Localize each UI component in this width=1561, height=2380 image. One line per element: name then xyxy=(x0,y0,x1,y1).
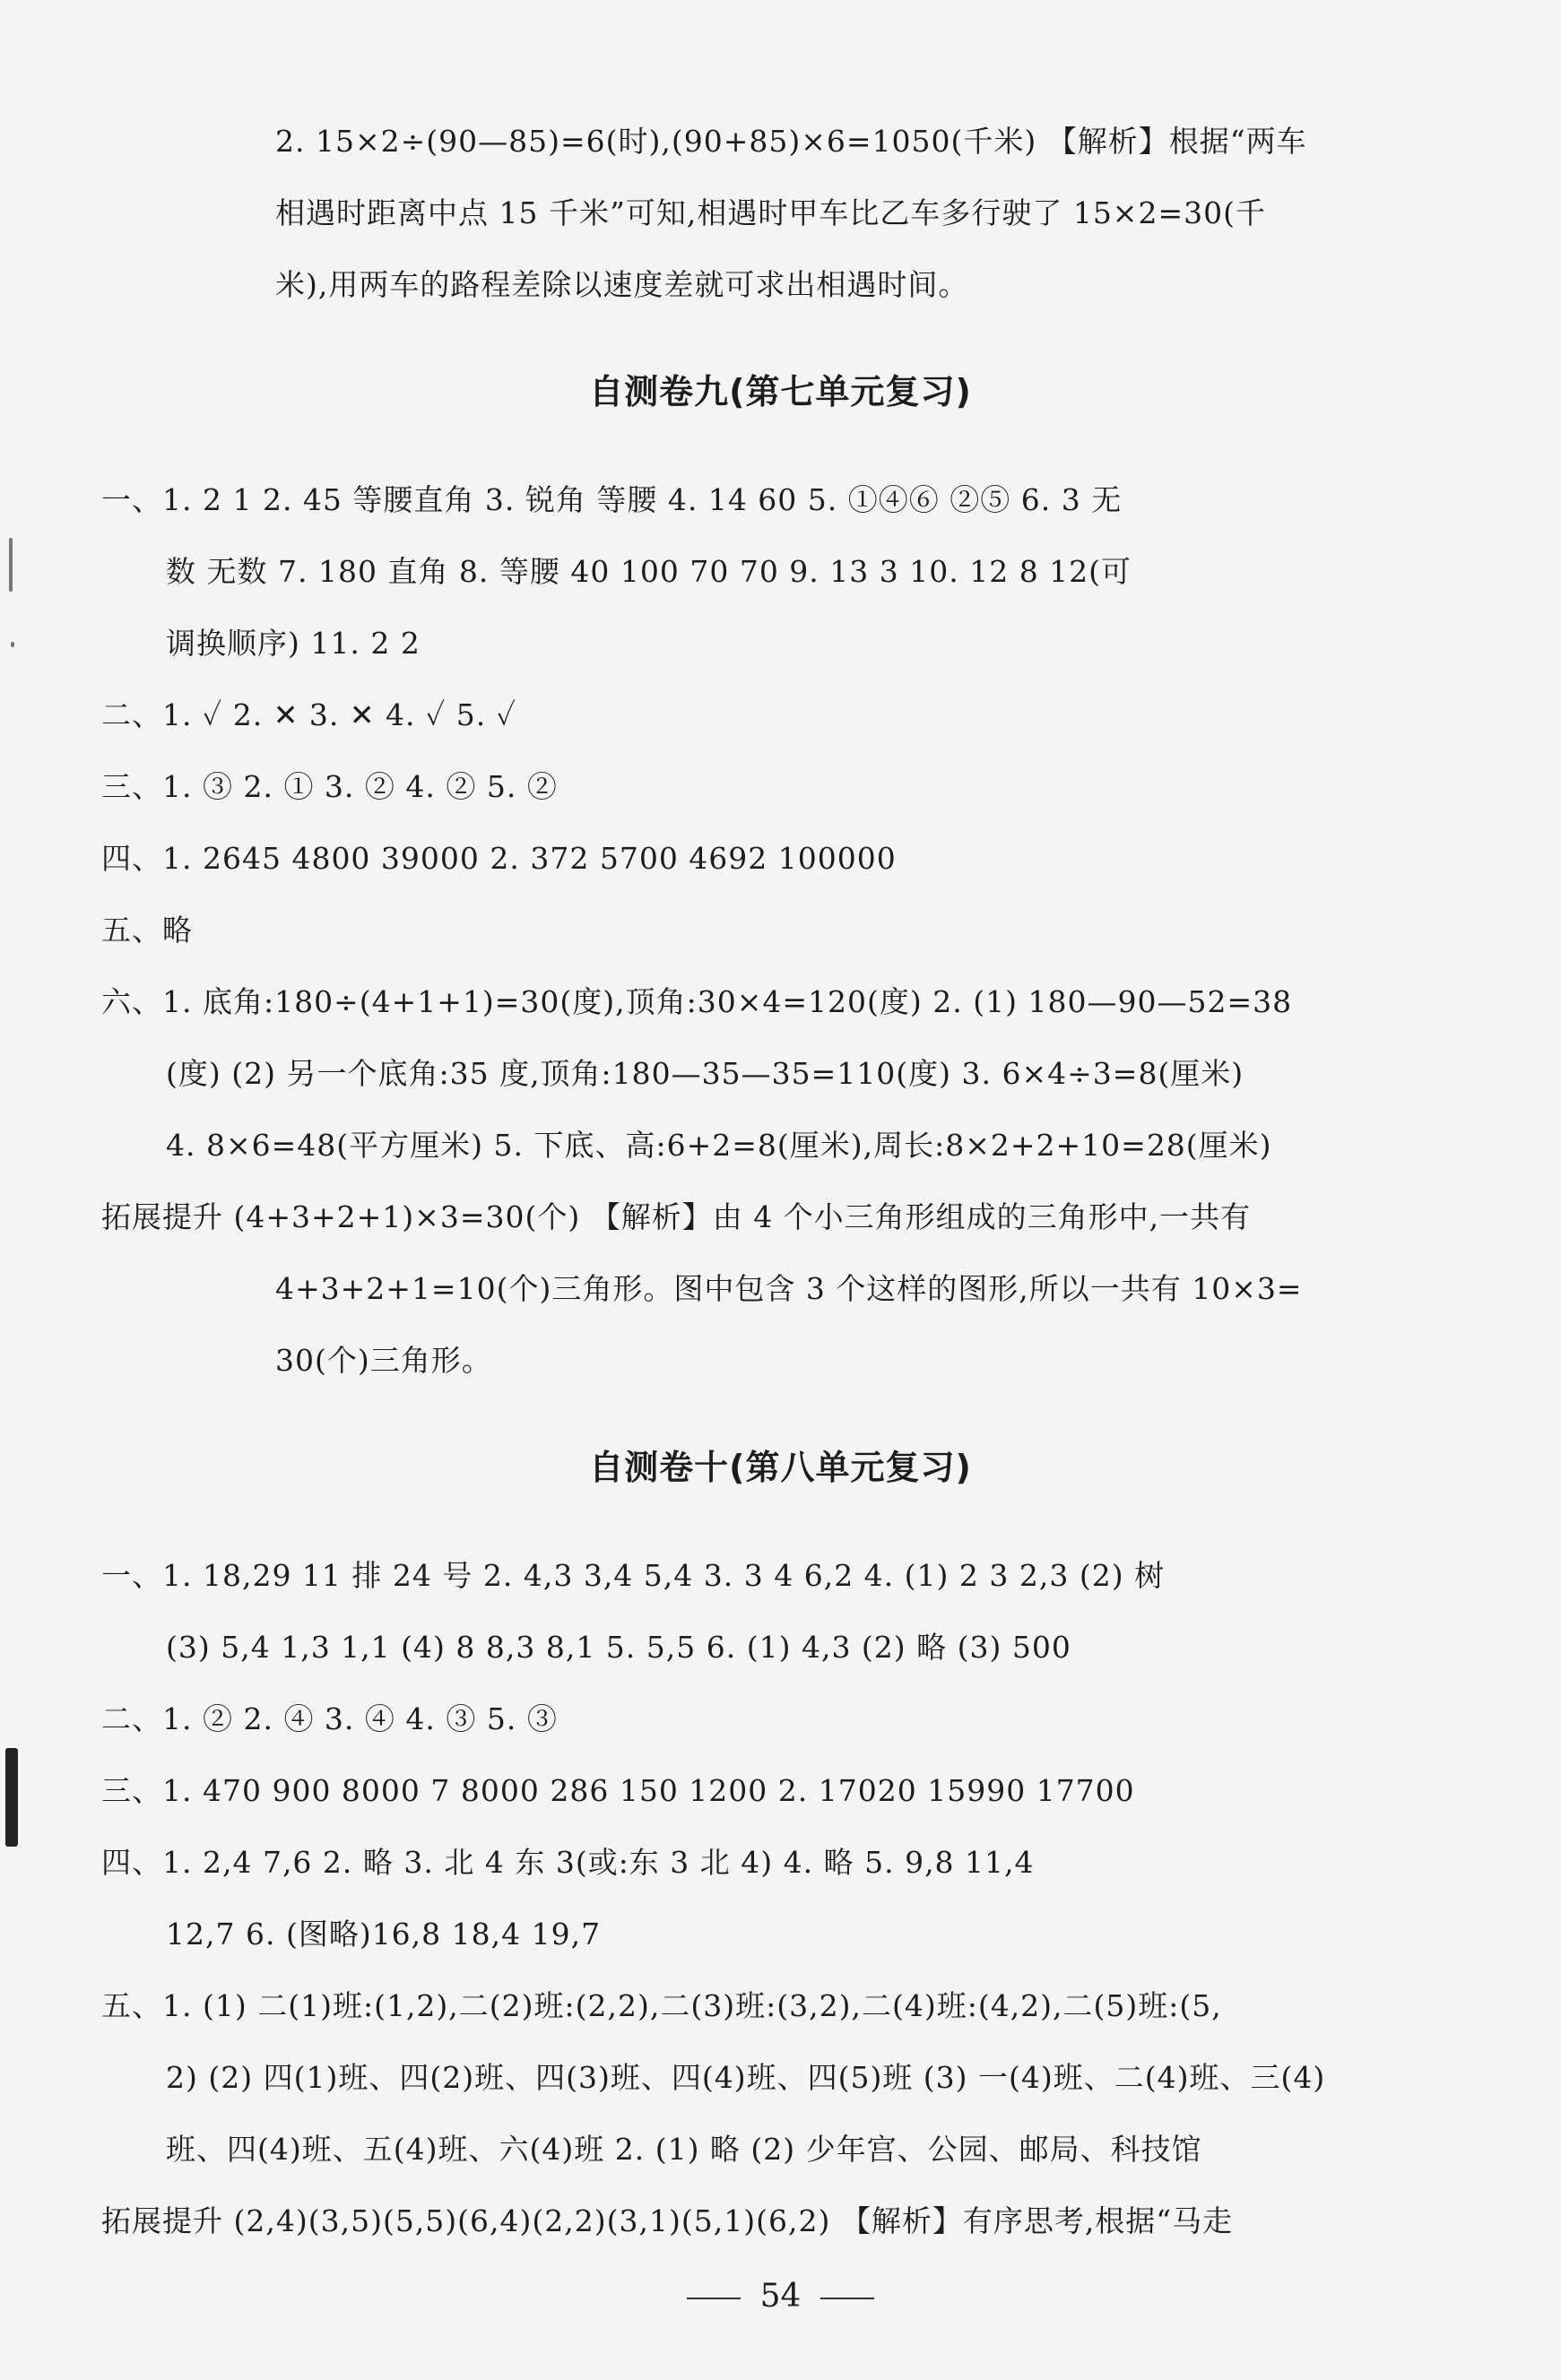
text-line: (度) (2) 另一个底角:35 度,顶角:180—35—35=110(度) 3. 6×4÷3=8(厘米) xyxy=(166,1056,1244,1091)
text-line: 三、1. ③ 2. ① 3. ② 4. ② 5. ② xyxy=(101,769,558,804)
text-line: 一、1. 18,29 11 排 24 号 2. 4,3 3,4 5,4 3. 3 4 6,2 4. (1) 2 3 2,3 (2) 树 xyxy=(101,1558,1166,1593)
text-line: 四、1. 2645 4800 39000 2. 372 5700 4692 100000 xyxy=(101,841,897,876)
text-line: 2. 15×2÷(90—85)=6(时),(90+85)×6=1050(千米) 【解析】根据“两车 xyxy=(275,124,1307,159)
footer-dash-right xyxy=(820,2298,874,2299)
text-line: (3) 5,4 1,3 1,1 (4) 8 8,3 8,1 5. 5,5 6. (1) 4,3 (2) 略 (3) 500 xyxy=(166,1630,1071,1665)
text-line: 二、1. ② 2. ④ 3. ④ 4. ③ 5. ③ xyxy=(101,1701,558,1736)
text-line: 三、1. 470 900 8000 7 8000 286 150 1200 2. 17020 15990 17700 xyxy=(101,1773,1135,1808)
page-footer xyxy=(0,2277,1561,2316)
text-line: 米),用两车的路程差除以速度差就可求出相遇时间。 xyxy=(275,267,969,302)
page-number: 54 xyxy=(759,2278,802,2315)
scan-mark xyxy=(11,642,14,647)
text-line: 二、1. ✓ 2. ✕ 3. ✕ 4. ✓ 5. ✓ xyxy=(101,697,516,732)
text-line: 五、略 xyxy=(101,913,193,948)
scan-mark xyxy=(9,538,13,592)
footer-dash-left xyxy=(687,2298,741,2299)
text-line: 12,7 6. (图略)16,8 18,4 19,7 xyxy=(166,1917,602,1952)
text-line: 2) (2) 四(1)班、四(2)班、四(3)班、四(4)班、四(5)班 (3) 一(4)班、二(4)班、三(4) xyxy=(166,2060,1326,2095)
text-line: 调换顺序) 11. 2 2 xyxy=(166,626,421,661)
text-line: 四、1. 2,4 7,6 2. 略 3. 北 4 东 3(或:东 3 北 4) 4. 略 5. 9,8 11,4 xyxy=(101,1845,1035,1880)
text-line: 拓展提升 (2,4)(3,5)(5,5)(6,4)(2,2)(3,1)(5,1)(6,2) 【解析】有序思考,根据“马走 xyxy=(101,2203,1234,2238)
text-line: 六、1. 底角:180÷(4+1+1)=30(度),顶角:30×4=120(度) 2. (1) 180—90—52=38 xyxy=(101,984,1293,1019)
section-title-unit8: 自测卷十(第八单元复习) xyxy=(589,1448,972,1487)
section-title-unit7: 自测卷九(第七单元复习) xyxy=(589,372,972,411)
text-line: 五、1. (1) 二(1)班:(1,2),二(2)班:(2,2),二(3)班:(3,2),二(4)班:(4,2),二(5)班:(5, xyxy=(101,1988,1222,2023)
text-line: 数 无数 7. 180 直角 8. 等腰 40 100 70 70 9. 13 3 10. 12 8 12(可 xyxy=(166,554,1132,589)
text-line: 30(个)三角形。 xyxy=(275,1343,492,1378)
text-line: 一、1. 2 1 2. 45 等腰直角 3. 锐角 等腰 4. 14 60 5. ①④⑥ ②⑤ 6. 3 无 xyxy=(101,482,1123,517)
text-line: 班、四(4)班、五(4)班、六(4)班 2. (1) 略 (2) 少年宫、公园、邮局、科技馆 xyxy=(166,2132,1202,2167)
text-line: 拓展提升 (4+3+2+1)×3=30(个) 【解析】由 4 个小三角形组成的三角形中,一共有 xyxy=(101,1199,1252,1234)
text-line: 4+3+2+1=10(个)三角形。图中包含 3 个这样的图形,所以一共有 10×3= xyxy=(275,1271,1303,1306)
scan-mark xyxy=(5,1748,18,1847)
text-line: 相遇时距离中点 15 千米”可知,相遇时甲车比乙车多行驶了 15×2=30(千 xyxy=(275,195,1266,230)
text-line: 4. 8×6=48(平方厘米) 5. 下底、高:6+2=8(厘米),周长:8×2+2+10=28(厘米) xyxy=(166,1128,1272,1163)
